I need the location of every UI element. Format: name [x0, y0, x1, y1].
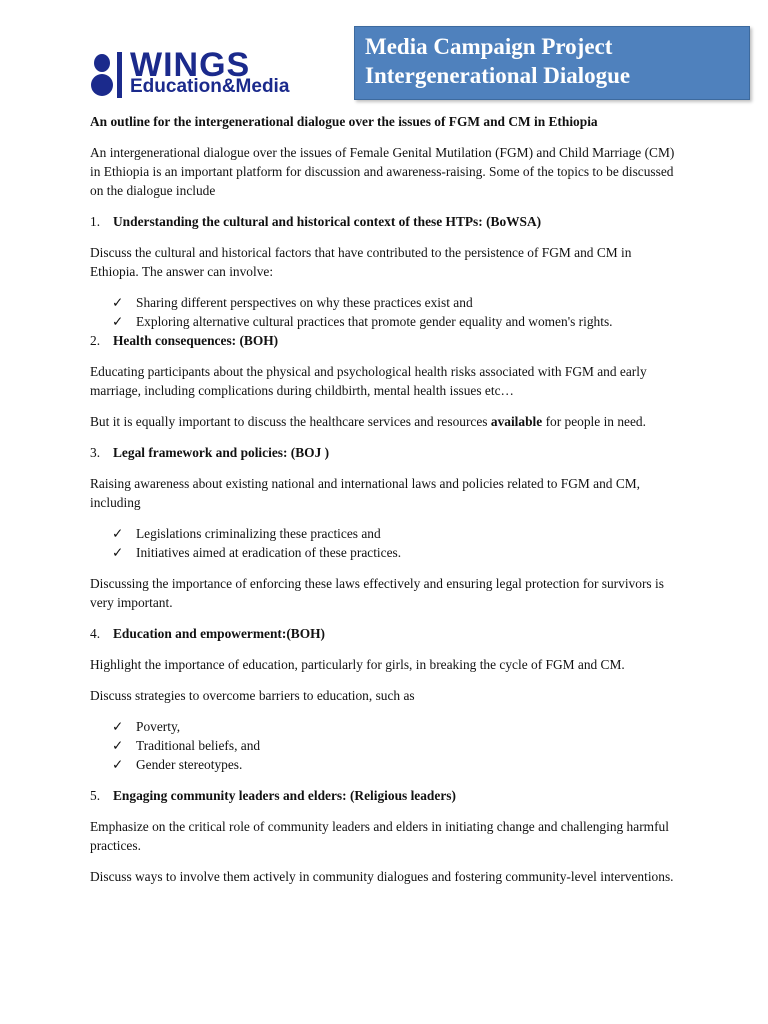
list-item — [90, 755, 680, 774]
list-item-text: Traditional beliefs, and — [136, 738, 261, 753]
section-1-paragraph-1: Discuss the cultural and historical factors that have contributed to the persistence of FGM and CM in Ethiopia. The answer can involve: — [90, 245, 632, 279]
section-number: 1. — [90, 214, 101, 229]
check-mark-icon: ✓ — [112, 738, 124, 753]
section-2-paragraph-2 — [90, 412, 680, 431]
list-item — [90, 543, 680, 562]
section-number: 2. — [90, 333, 101, 348]
section-1-heading — [90, 212, 680, 231]
check-mark-icon: ✓ — [112, 719, 124, 734]
wings-logo — [90, 46, 350, 102]
section-2-heading — [90, 331, 680, 350]
check-mark-icon: ✓ — [112, 295, 124, 310]
list-item — [90, 312, 680, 331]
section-3-heading — [90, 443, 680, 462]
section-title: Education and empowerment:(BOH) — [113, 626, 326, 641]
section-2-paragraph-1: Educating participants about the physical and psychological health risks associated with FGM and early marriage, including complications during childbirth, mental health issues etc… — [90, 364, 647, 398]
text-run: for people in need. — [542, 414, 646, 429]
wings-logo-icon — [90, 52, 124, 98]
check-mark-icon: ✓ — [112, 526, 124, 541]
section-title: Understanding the cultural and historical context of these HTPs: (BoWSA) — [113, 214, 542, 229]
banner-line-2: Intergenerational Dialogue — [365, 63, 631, 88]
list-item-text: Sharing different perspectives on why these practices exist and — [136, 295, 473, 310]
banner-line-1: Media Campaign Project — [365, 34, 613, 59]
section-3-checklist — [90, 524, 680, 562]
section-4-checklist — [90, 717, 680, 774]
section-title: Engaging community leaders and elders: (Religious leaders) — [113, 788, 456, 803]
text-run: But it is equally important to discuss the healthcare services and resources — [90, 414, 491, 429]
list-item — [90, 524, 680, 543]
logo-brand-text: WINGS — [130, 46, 251, 84]
list-item-text: Legislations criminalizing these practices and — [136, 526, 381, 541]
list-item-text: Poverty, — [136, 719, 181, 734]
check-mark-icon: ✓ — [112, 314, 124, 329]
section-3-paragraph-2: Discussing the importance of enforcing these laws effectively and ensuring legal protection for survivors is very important. — [90, 576, 664, 610]
section-title: Legal framework and policies: (BOJ ) — [113, 445, 330, 460]
section-3-paragraph-1: Raising awareness about existing national and international laws and policies related to FGM and CM, including — [90, 476, 641, 510]
section-5-paragraph-1: Emphasize on the critical role of community leaders and elders in initiating change and challenging harmful practices. — [90, 819, 669, 853]
title-banner — [354, 26, 750, 100]
list-item — [90, 717, 680, 736]
section-5-paragraph-2: Discuss ways to involve them actively in community dialogues and fostering community-level interventions. — [90, 869, 674, 884]
check-mark-icon: ✓ — [112, 757, 124, 772]
section-number: 4. — [90, 626, 101, 641]
list-item — [90, 293, 680, 312]
section-number: 5. — [90, 788, 101, 803]
list-item-text: Initiatives aimed at eradication of these practices. — [136, 545, 402, 560]
check-mark-icon: ✓ — [112, 545, 124, 560]
section-title: Health consequences: (BOH) — [113, 333, 279, 348]
section-4-paragraph-2: Discuss strategies to overcome barriers to education, such as — [90, 688, 415, 703]
document-body — [90, 112, 680, 898]
section-4-paragraph-1: Highlight the importance of education, particularly for girls, in breaking the cycle of FGM and CM. — [90, 657, 625, 672]
section-5-heading — [90, 786, 680, 805]
list-item-text: Gender stereotypes. — [136, 757, 243, 772]
list-item — [90, 736, 680, 755]
intro-paragraph: An intergenerational dialogue over the issues of Female Genital Mutilation (FGM) and Child Marriage (CM) in Ethiopia is an important platform for discussion and awareness-raising. Some of the topics to be discussed on the dialogue include — [90, 145, 675, 198]
section-4-heading — [90, 624, 680, 643]
list-item-text: Exploring alternative cultural practices that promote gender equality and women's rights. — [136, 314, 613, 329]
bold-text-run: available — [490, 414, 543, 429]
section-1-checklist — [90, 293, 680, 331]
logo-subtitle-text: Education&Media — [130, 76, 290, 97]
document-title: An outline for the intergenerational dialogue over the issues of FGM and CM in Ethiopia — [90, 114, 598, 129]
section-number: 3. — [90, 445, 101, 460]
